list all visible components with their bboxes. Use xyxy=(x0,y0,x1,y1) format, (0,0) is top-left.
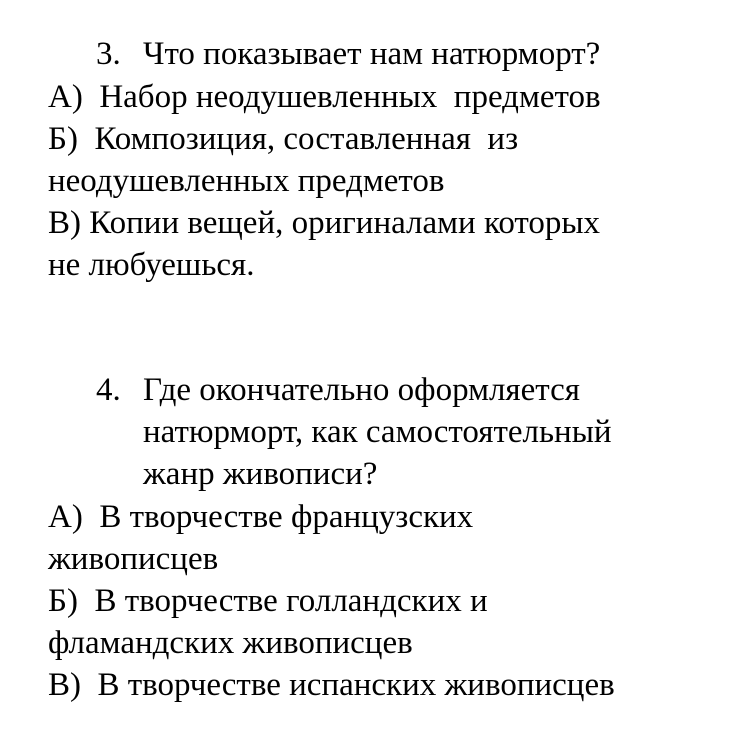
question-text-continued: жанр живописи? xyxy=(143,456,378,492)
question-text: Где окончательно оформляется xyxy=(143,372,580,408)
answer-a: А) В творчестве французских xyxy=(48,499,474,535)
answer-a: А) Набор неодушевленных предметов xyxy=(48,79,601,115)
answer-a-continued: живописцев xyxy=(48,541,219,577)
answer-b-continued: неодушевленных предметов xyxy=(48,163,445,199)
answer-b: Б) В творчестве голландских и xyxy=(48,583,488,619)
question-number: 4. xyxy=(96,372,121,408)
question-number: 3. xyxy=(96,36,121,72)
answer-b-continued: фламандских живописцев xyxy=(48,625,413,661)
answer-b: Б) Композиция, составленная из xyxy=(48,121,519,157)
answer-c-continued: не любуешься. xyxy=(48,247,255,283)
answer-c: В) Копии вещей, оригиналами которых xyxy=(48,205,601,241)
answer-c: В) В творчестве испанских живописцев xyxy=(48,667,615,703)
question-text: Что показывает нам натюрморт? xyxy=(143,36,601,72)
question-text-continued: натюрморт, как самостоятельный xyxy=(143,414,612,450)
